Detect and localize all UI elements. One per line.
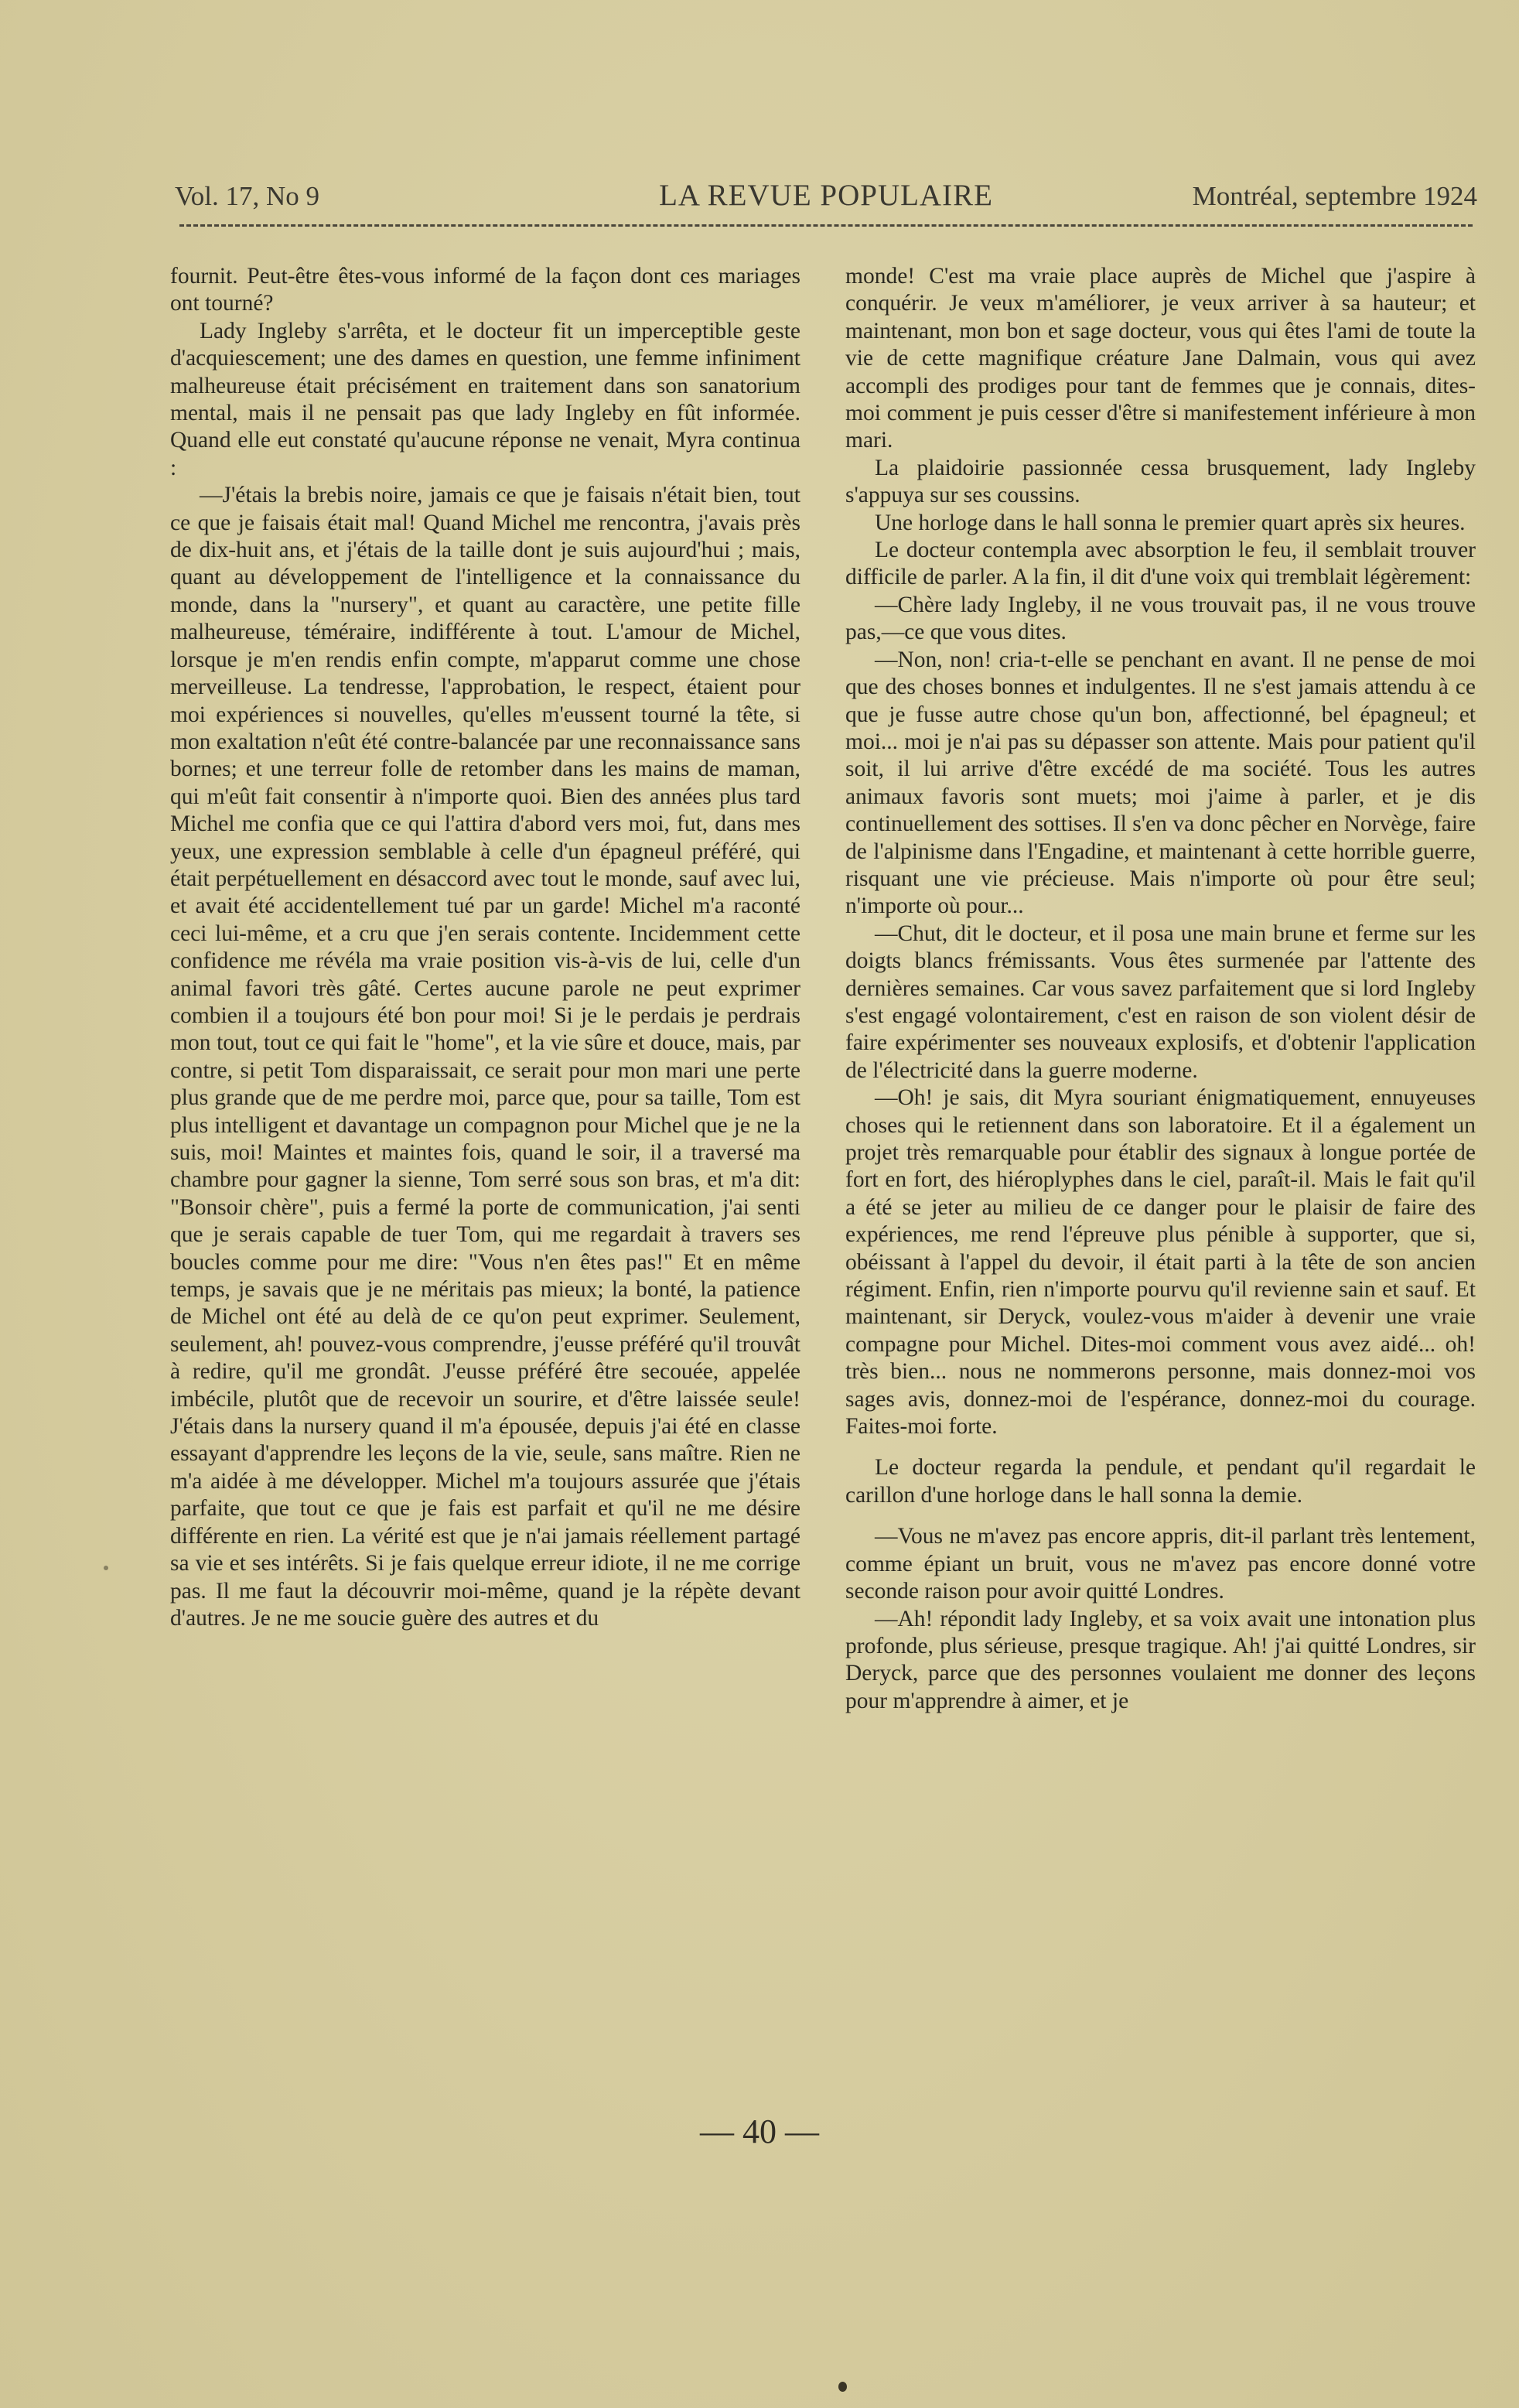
paragraph: Le docteur regarda la pendule, et pendant qu'il regardait le carillon d'une horloge dans le hall sonna la demie.: [845, 1455, 1476, 1508]
issue-date: Montréal, septembre 1924: [1192, 181, 1477, 211]
paragraph: Une horloge dans le hall sonna le premier quart après six heures.: [875, 510, 1466, 535]
left-column: [170, 263, 800, 1632]
volume-number: Vol. 17, No 9: [175, 181, 320, 211]
paragraph: —Vous ne m'avez pas encore appris, dit-il parlant très lentement, comme épiant un bruit, vous ne m'avez pas encore donné votre seconde raison pour avoir quitté Londres.: [845, 1524, 1476, 1604]
paragraph: fournit. Peut-être êtes-vous informé de la façon dont ces mariages ont tourné?: [170, 264, 800, 316]
paragraph: —J'étais la brebis noire, jamais ce que je faisais n'était bien, tout ce que je faisais était mal! Quand Michel me rencontra, j'avais près de dix-huit ans, et j'étais de la taille dont je suis aujourd'hui ; mais, quant au développement de l'intelligence et la connaissance du monde, dans la "nursery", et quant au caractère, une petite fille malheureuse, téméraire, indifférente à tout. L'amour de Michel, lorsque je m'en rendis enfin compte, m'apparut comme une chose merveilleuse. La tendresse, l'approbation, le respect, étaient pour moi expériences si nouvelles, qu'elles m'eussent tourné la tête, si mon exaltation n'eût été contre-balancée par une reconnaissance sans bornes; et une terreur folle de retomber dans les mains de maman, qui m'eût fait consentir à n'importe quoi. Bien des années plus tard Michel me confia que ce qui l'attira d'abord vers moi, fut, dans mes yeux, une expression semblable à celle d'un épagneul préféré, qui était perpétuellement en désaccord avec tout le monde, sauf avec lui, et avait été accidentellement tué par un garde! Michel m'a raconté ceci lui-même, et a cru que j'en serais contente. Incidemment cette confidence me révéla ma vraie position vis-à-vis de lui, celle d'un animal favori très gâté. Certes aucune parole ne peut exprimer combien il a toujours été bon pour moi! Si je le perdais je perdrais mon tout, tout ce qui fait le "home", et la vie sûre et douce, mais, par contre, si petit Tom disparaissait, ce serait pour mon mari une perte plus grande que de me perdre moi, parce que, pour sa taille, Tom est plus intelligent et davantage un compagnon pour Michel que je ne la suis, moi! Maintes et maintes fois, quand le soir, il a traversé ma chambre pour gagner la sienne, Tom serré sous son bras, et m'a dit: "Bonsoir chère", puis a fermé la porte de communication, j'ai senti que je serais capable de tuer Tom, qui me regardait à travers ses boucles comme pour me dire: "Vous n'en êtes pas!" Et en même temps, je savais que je ne méritais pas mieux; la bonté, la patience de Michel ont été au delà de ce qu'on peut exprimer. Seulement, seulement, ah! pouvez-vous comprendre, j'eusse préféré qu'il trouvât à redire, qu'il me grondât. J'eusse préféré être secouée, appelée imbécile, plutôt que de recevoir un sourire, et d'être laissée seule! J'étais dans la nursery quand il m'a épousée, depuis j'ai été en classe essayant d'apprendre les leçons de la vie, seule, sans maître. Rien ne m'a aidée à me développer. Michel m'a toujours assurée que j'étais parfaite, que tout ce que je fais est parfait et qu'il ne me désire différente en rien. La vérité est que je n'ai jamais réellement partagé sa vie et ses intérêts. Si je fais quelque erreur idiote, il ne me corrige pas. Il me faut la découvrir moi-même, quand je la répète devant d'autres. Je ne me soucie guère des autres et du: [170, 483, 800, 1631]
right-column: [845, 263, 1476, 1715]
paragraph: —Non, non! cria-t-elle se penchant en avant. Il ne pense de moi que des choses bonnes et indulgentes. Il ne s'est jamais attendu à ce que je fusse autre chose qu'un bon, affectionné, bel épagneul; et moi... moi je n'ai pas su dépasser son attente. Mais pour patient qu'il soit, il lui arrive d'être excédé de ma société. Tous les autres animaux favoris sont muets; moi j'aime à parler, et je dis continuellement des sottises. Il s'en va donc pêcher en Norvège, faire de l'alpinisme dans l'Engadine, et maintenant à cette horrible guerre, risquant une vie précieuse. Mais n'importe où pour être seul; n'importe où pour...: [845, 647, 1476, 919]
paragraph: La plaidoirie passionnée cessa brusquement, lady Ingleby s'appuya sur ses coussins.: [845, 455, 1476, 508]
ink-speck: [838, 2382, 847, 2392]
publication-title: LA REVUE POPULAIRE: [659, 179, 993, 212]
ink-speck: [104, 1566, 108, 1570]
paragraph: —Ah! répondit lady Ingleby, et sa voix avait une intonation plus profonde, plus sérieuse, presque tragique. Ah! j'ai quitté Londres, sir Deryck, parce que des personnes voulaient me donner des leçons pour m'apprendre à aimer, et je: [845, 1606, 1476, 1713]
header-rule: [179, 224, 1473, 227]
paragraph: monde! C'est ma vraie place auprès de Michel que j'aspire à conquérir. Je veux m'améliorer, je veux arriver à sa hauteur; et maintenant, mon bon et sage docteur, vous qui êtes l'ami de toute la vie de cette magnifique créature Jane Dalmain, vous qui avez accompli des prodiges pour tant de femmes que je connais, dites-moi comment je puis cesser d'être si manifestement inférieure à mon mari.: [845, 264, 1476, 453]
paragraph: Le docteur contempla avec absorption le feu, il semblait trouver difficile de parler. A la fin, il dit d'une voix qui tremblait légèrement:: [845, 538, 1476, 590]
paragraph: —Chut, dit le docteur, et il posa une main brune et ferme sur les doigts blancs frémissants. Vous êtes surmenée par l'attente des dernières semaines. Car vous savez parfaitement que si lord Ingleby s'est engagé volontairement, c'est en raison de son violent désir de faire expérimenter ses nouveaux explosifs, et d'obtenir l'application de l'électricité dans la guerre moderne.: [845, 921, 1476, 1083]
paragraph: Lady Ingleby s'arrêta, et le docteur fit un imperceptible geste d'acquiescement; une des dames en question, une femme infiniment malheureuse était précisément en traitement dans son sanatorium mental, mais il ne pensait pas que lady Ingleby en fût informée. Quand elle eut constaté qu'aucune réponse ne venait, Myra continua :: [170, 318, 800, 480]
page-number: — 40 —: [700, 2113, 819, 2150]
paragraph: —Chère lady Ingleby, il ne vous trouvait pas, il ne vous trouve pas,—ce que vous dites.: [845, 592, 1476, 645]
page-header: [175, 175, 1477, 218]
paragraph: —Oh! je sais, dit Myra souriant énigmatiquement, ennuyeuses choses qui le retiennent dans son laboratoire. Et il a également un projet très remarquable pour établir des signaux à longue portée de fort en fort, des hiéroplyphes dans le ciel, paraît-il. Mais le fait qu'il a été se jeter au milieu de ce danger pour le plaisir de faire des expériences, me rend l'épreuve plus pénible à supporter, que si, obéissant à l'appel du devoir, il était parti à la tête de son ancien régiment. Enfin, rien n'importe pourvu qu'il revienne sain et sauf. Et maintenant, sir Deryck, voulez-vous m'aider à devenir une vraie compagne pour Michel. Dites-moi comment vous avez aidé... oh! très bien... nous ne nommerons personne, mais donnez-moi vos sages avis, donnez-moi de l'espérance, donnez-moi du courage. Faites-moi forte.: [845, 1085, 1476, 1440]
